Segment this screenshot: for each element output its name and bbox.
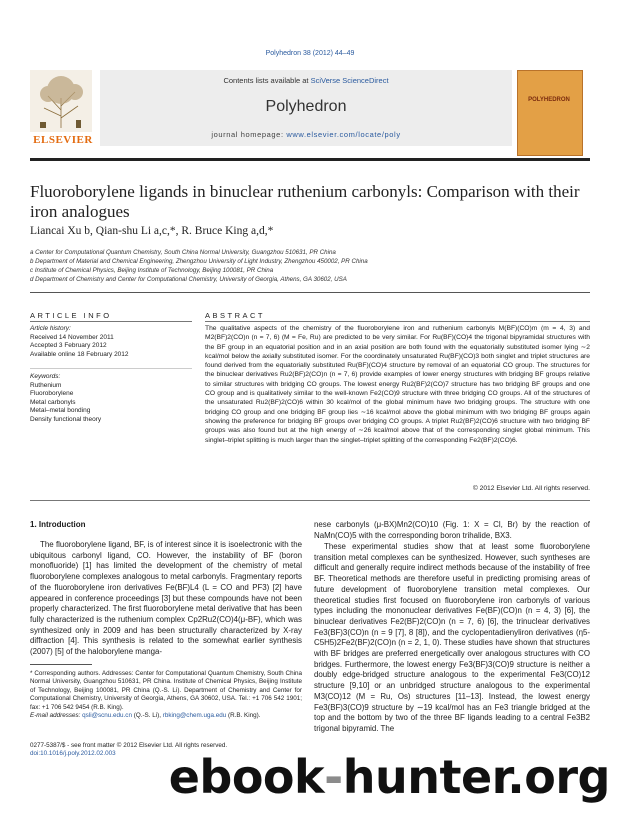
issn-line: 0277-5387/$ - see front matter © 2012 Elsevier Ltd. All rights reserved. xyxy=(30,742,228,749)
email-line xyxy=(30,712,302,720)
email-suffix-king: (R.B. King). xyxy=(226,712,261,720)
keyword-item: Metal carbonyls xyxy=(30,398,76,406)
section-heading-introduction: 1. Introduction xyxy=(30,520,86,529)
journal-title: Polyhedron xyxy=(265,98,347,115)
article-history-label: Article history: xyxy=(30,325,71,332)
watermark-dash: - xyxy=(324,750,343,804)
keywords xyxy=(30,373,192,425)
abstract-heading: ABSTRACT xyxy=(205,311,266,320)
homepage-link[interactable]: www.elsevier.com/locate/poly xyxy=(286,130,401,139)
affiliation-c: c Institute of Chemical Physics, Beijing Institute of Technology, Beijing 100081, PR China xyxy=(30,267,274,274)
article-info-rule xyxy=(30,321,192,322)
watermark-part: .org xyxy=(507,750,610,804)
keyword-item: Ruthenium xyxy=(30,381,62,389)
corresponding-author-footnote xyxy=(30,670,302,720)
abstract-text: The qualitative aspects of the chemistry of the fluoroborylene iron and ruthenium carbonyls M(BF)(CO)m (m = 4, 3) and M2(BF)2(CO)n (n = 7, 6) (M = Fe, Ru) are predicted to be very similar. For Ru(BF)(CO)4 the trigonal bipyramidal structures with the BF group in an equatorial position and in an axial position are both found with the equatorially substituted isomer lying ∼2 kcal/mol below the axially substituted isomer. For the coordinately unsaturated Ru(BF)(CO)3 both singlet and triplet structures are found derived from the equatorially substituted Ru(BF)(CO)4 structure by removal of an equatorial CO group. The structures for the binuclear derivatives Ru2(BF)2(CO)n (n = 7, 6) provide examples of lower energy structures with bridging BF groups relative to similar structures with bridging CO groups. The lowest energy Ru2(BF)2(CO)7 structure has two bridging BF groups and one CO group and is qualitatively similar to the well-known Fe2(CO)9 structure with three bridging CO groups. All of the structures of the unsaturated Ru2(BF)2(CO)6 within 30 kcal/mol of the global minimum have two bridging groups. The structure with one bridging CO group and one bridging BF group lies ∼16 kcal/mol above the global minimum with two bridging BF groups again showing the preference for bridging BF groups over bridging CO groups. A triplet Ru2(BF)2(CO)6 structure with two bridging BF groups was also found but at the high energy of ∼26 kcal/mol above that of the corresponding singlet global minimum. This singlet–triplet splitting is much larger than the singlet–triplet splitting of the corresponding Fe2(BF)2(CO)6. xyxy=(205,325,590,444)
affiliation-d: d Department of Chemistry and Center for Computational Chemistry, University of Georgia, Athens, GA 30602, USA xyxy=(30,276,347,283)
journal-citation[interactable]: Polyhedron 38 (2012) 44–49 xyxy=(265,50,355,57)
contents-prefix: Contents lists available at xyxy=(223,76,311,85)
doi-link[interactable]: doi:10.1016/j.poly.2012.02.003 xyxy=(30,750,116,758)
abstract-rule xyxy=(205,321,590,322)
abstract-copyright: © 2012 Elsevier Ltd. All rights reserved. xyxy=(472,485,590,492)
email-link-king[interactable]: rbking@chem.uga.edu xyxy=(162,712,227,720)
keywords-label: Keywords: xyxy=(30,373,61,380)
intro-paragraph-continuation: nese carbonyls (μ-BX)Mn2(CO)10 (Fig. 1: X = Cl, Br) by the reaction of NaMn(CO)5 with the corresponding boron trihalide, BX3. xyxy=(314,520,590,540)
journal-cover-title: POLYHEDRON xyxy=(528,97,570,103)
contents-line xyxy=(100,76,512,85)
affiliations-divider xyxy=(30,292,590,293)
author-list: Liancai Xu b, Qian-shu Li a,c,*, R. Bruce King a,d,* xyxy=(30,225,274,237)
article-info-separator xyxy=(30,368,192,369)
journal-homepage xyxy=(100,130,512,139)
intro-paragraph-1: The fluoroborylene ligand, BF, is of interest since it is isoelectronic with the ubiquitous carbonyl ligand, CO. However, the instability of BF (boron monofluoride) [1] has limited the development of the chemistry of metal fluoroborylene complexes analogous to metal carbonyls. Fragmentary reports of the fluoroborylene iron derivatives Fe(BF)L4 (L = CO and PF3) [2] have appeared in conference proceedings [3] but these compounds have not been properly characterized. The first fluoroborylene metal derivative that has been fully characterized is the ruthenium complex Cp2Ru2(CO)4(μ-BF), which was synthesized only in 2009 and has been structurally characterized by X-ray diffraction [4]. This synthesis is related to the somewhat earlier synthesis (2007) [5] of the haloborylene manga- xyxy=(30,540,302,657)
homepage-prefix: journal homepage: xyxy=(211,130,287,139)
keyword-item: Fluoroborylene xyxy=(30,390,74,398)
affiliations xyxy=(30,248,590,284)
abstract-bottom-rule xyxy=(30,500,590,501)
article-title: Fluoroborylene ligands in binuclear ruthenium carbonyls: Comparison with their iron analogues xyxy=(30,182,580,221)
history-online: Available online 18 February 2012 xyxy=(30,350,129,358)
affiliation-b: b Department of Material and Chemical Engineering, Zhengzhou University of Light Industry, Zhengzhou 450002, PR China xyxy=(30,258,368,265)
footnote-text: * Corresponding authors. Addresses: Center for Computational Quantum Chemistry, South China Normal University, Guangzhou 510631, PR China. Institute of Chemical Physics, Beijing Institute of Technology, Beijing 100081, PR China (Q.-S. Li). Department of Chemistry and Center for Computational Chemistry, University of Georgia, Athens, GA 30602, USA. Tel.: +1 706 542 1901; fax: +1 706 542 9454 (R.B. King). xyxy=(30,670,302,711)
publisher-name: ELSEVIER xyxy=(33,134,93,146)
intro-paragraph-2: These experimental studies show that at least some fluoroborylene transition metal complexes can be synthesized. However, such syntheses are difficult and generally require indirect methods because of the instability of free BF. Theoretical methods are therefore useful in predicting promising areas of future development of fluoroborylene transition metal complexes. Our theoretical studies first focused on fluoroborylene iron carbonyls of various types including the mononuclear derivatives Fe(BF)(CO)n (n = 4, 3) [6], the binuclear derivatives Fe2(BF)2(CO)n (n = 7, 6) [6], the trinuclear derivatives Fe3(BF)3(CO)n (n = 9 [7], 8 [8]), and the cyclopentadienyliron derivatives (η5-C5H5)2Fe2(BF)2(CO)n (n = 2, 1, 0). These studies have shown that structures with BF bridges are preferred energetically over analogous structures with CO bridges. Furthermore, the lowest energy Fe3(BF)3(CO)9 structure is neither a doubly edge-bridged structure analogous to the experimental Fe3(CO)12 structure [9,10] or an unbridged structure analogous to the experimental M3(CO)12 (M = Ru, Os) structures [11–13]. Instead, the lowest energy Fe3(BF)3(CO)9 structure by ∼19 kcal/mol has an Fe3 triangle bridged at the top and the bottom by two of the three BF ligands leading to a central Fe3B2 trigonal bipyramid. The xyxy=(314,542,590,733)
header-divider xyxy=(30,158,590,161)
history-received: Received 14 November 2011 xyxy=(30,333,114,341)
watermark-part: ebook xyxy=(168,750,325,804)
journal-cover-image xyxy=(517,70,583,156)
footnote-rule xyxy=(30,664,92,665)
affiliation-a: a Center for Computational Quantum Chemistry, South China Normal University, Guangzhou 510631, PR China xyxy=(30,249,336,256)
sciencedirect-link[interactable]: SciVerse ScienceDirect xyxy=(310,76,389,85)
email-label: E-mail addresses: xyxy=(30,712,83,720)
article-history xyxy=(30,325,192,359)
watermark xyxy=(140,752,610,802)
article-info-heading: ARTICLE INFO xyxy=(30,311,112,320)
keyword-item: Density functional theory xyxy=(30,415,102,423)
email-link-li[interactable]: qsli@scnu.edu.cn xyxy=(82,712,132,720)
history-accepted: Accepted 3 February 2012 xyxy=(30,342,107,350)
keyword-item: Metal–metal bonding xyxy=(30,407,91,415)
watermark-part: hunter xyxy=(342,750,508,804)
email-suffix-li: (Q.-S. Li), xyxy=(131,712,163,720)
